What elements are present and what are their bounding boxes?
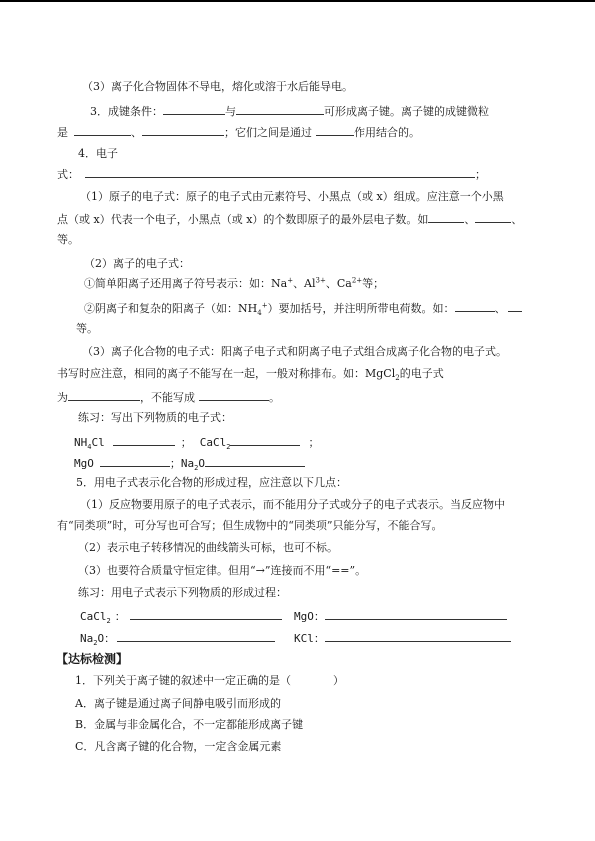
- blank[interactable]: [236, 103, 324, 115]
- text-line: 式： ；: [57, 168, 486, 181]
- text-line: ②阴离子和复杂的阳离子（如：$NH_4^+$）要加括号，并注明所带电荷数。如： 、: [84, 300, 522, 316]
- blank[interactable]: [74, 124, 131, 136]
- text-line: 是 、 ；它们之间是通过 作用结合的。: [57, 126, 420, 139]
- blank[interactable]: [475, 211, 511, 223]
- blank[interactable]: [113, 434, 175, 446]
- blank[interactable]: [325, 608, 507, 620]
- text-line: （2）离子的电子式：: [84, 257, 190, 270]
- exercise-line: CaCl$_2$ ：: [80, 608, 282, 624]
- option-b[interactable]: B．金属与非金属化合，不一定都能形成离子键: [75, 718, 304, 731]
- blank[interactable]: [230, 434, 300, 446]
- blank[interactable]: [205, 455, 305, 467]
- blank[interactable]: [85, 166, 475, 178]
- text-line: （3）离子化合物固体不导电，熔化或溶于水后能导电。: [82, 80, 353, 93]
- blank[interactable]: [163, 103, 225, 115]
- text-line: 练习：用电子式表示下列物质的形成过程：: [78, 586, 287, 599]
- text-line: 点（或 x）代表一个电子，小黑点（或 x）的个数即原子的最外层电子数。如 、 、: [57, 213, 523, 226]
- blank[interactable]: [455, 300, 495, 312]
- blank[interactable]: [142, 124, 224, 136]
- blank[interactable]: [316, 124, 354, 136]
- page-top-rule: [0, 0, 595, 2]
- text-line: （1）原子的电子式：原子的电子式由元素符号、小黑点（或 x）组成。应注意一个小黑: [80, 190, 504, 203]
- text-line: （2）表示电子转移情况的曲线箭头可标，也可不标。: [78, 541, 338, 554]
- section-heading: 【达标检测】: [56, 652, 129, 666]
- text-line: （3）也要符合质量守恒定律。但用“→”连接而不用“==”。: [78, 564, 367, 577]
- question: 1．下列关于离子键的叙述中一定正确的是（ ）: [75, 674, 344, 687]
- text-line: 书写时应注意，相同的离子不能写在一起，一般对称排布。如：MgCl$_2$的电子式: [57, 367, 444, 383]
- text-line: 3．成键条件： 与 可形成离子键。离子键的成键微粒: [90, 105, 489, 118]
- text-line: 等。: [57, 233, 79, 246]
- heading: 4．电子: [78, 147, 118, 160]
- text-line: 练习：写出下列物质的电子式：: [78, 411, 232, 424]
- text-line: 为 ，不能写成 。: [57, 391, 280, 404]
- blank[interactable]: [100, 455, 170, 467]
- exercise-line: KCl：: [294, 630, 511, 646]
- option-c[interactable]: C．凡含离子键的化合物，一定含金属元素: [75, 740, 282, 753]
- blank[interactable]: [130, 608, 282, 620]
- text-line: 5．用电子式表示化合物的形成过程，应注意以下几点：: [76, 476, 347, 489]
- blank[interactable]: [68, 389, 140, 401]
- text-line: 等。: [76, 322, 98, 335]
- blank[interactable]: [325, 630, 511, 642]
- blank[interactable]: [199, 389, 269, 401]
- blank[interactable]: [117, 630, 275, 642]
- text-line: 有“同类项”时，可分写也可合写；但生成物中的“同类项”只能分写，不能合写。: [57, 519, 443, 532]
- blank[interactable]: [508, 300, 522, 312]
- exercise-line: MgO ；$Na_2O$: [74, 455, 305, 471]
- exercise-line: $NH_4Cl$ ； CaCl$_2$ ；: [74, 436, 320, 452]
- text-line: ①简单阳离子还用离子符号表示：如：Na+、$Al^{3+}$、$Ca^{2+}$等；: [84, 276, 385, 290]
- exercise-line: $Na_2O$：: [80, 630, 275, 646]
- blank[interactable]: [428, 211, 464, 223]
- exercise-line: MgO：: [294, 608, 507, 624]
- arrow-symbol: →: [255, 564, 265, 577]
- option-a[interactable]: A．离子键是通过离子间静电吸引而形成的: [75, 697, 281, 710]
- text-line: （1）反应物要用原子的电子式表示，而不能用分子式或分子的电子式表示。当反应物中: [80, 498, 505, 511]
- text-line: （3）离子化合物的电子式：阳离子电子式和阴离子电子式组合成离子化合物的电子式。: [82, 345, 507, 358]
